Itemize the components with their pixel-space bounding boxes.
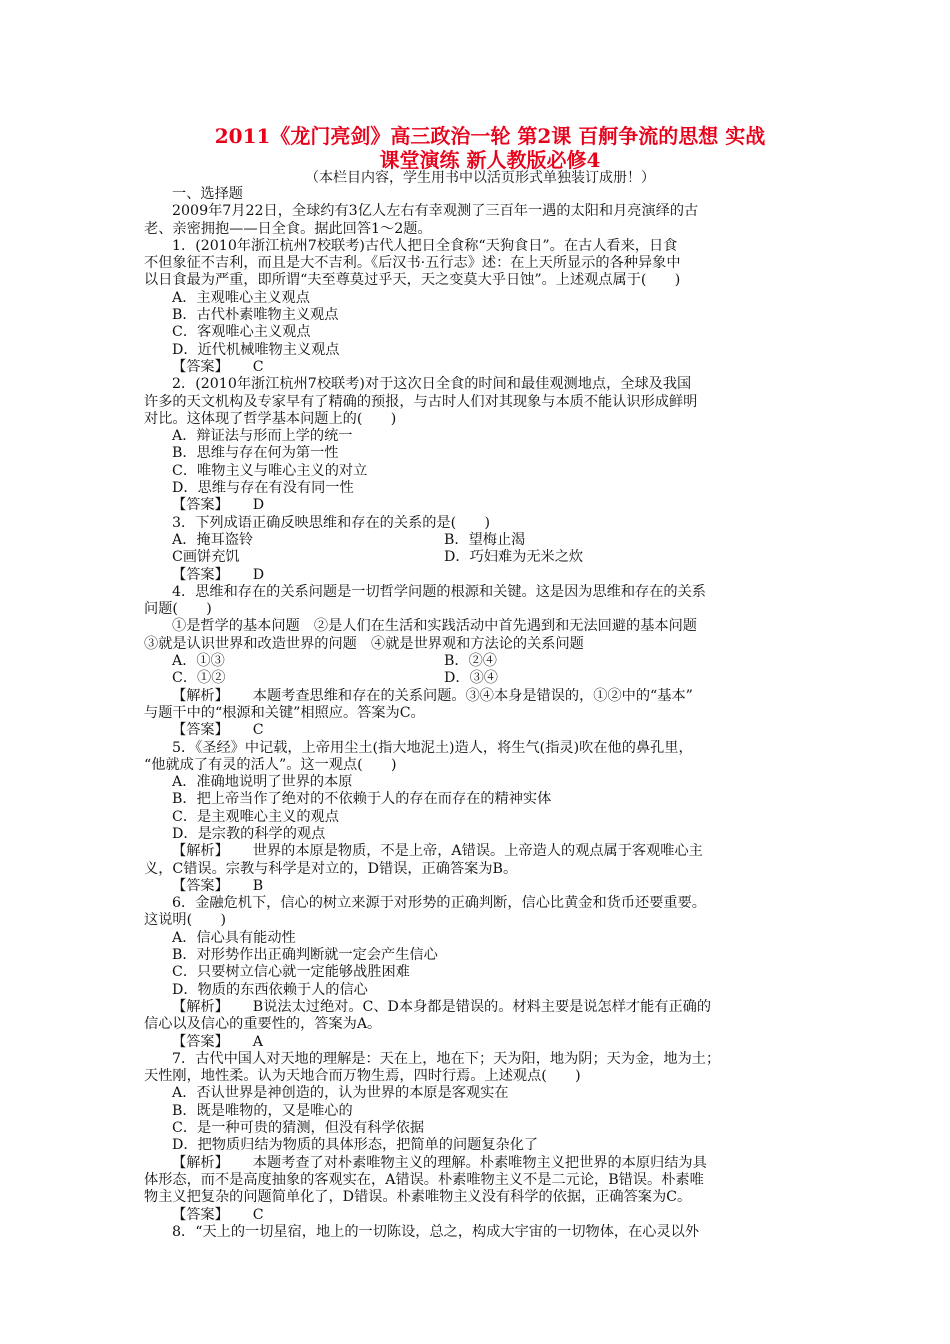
analysis-text: 义，C错误。宗教与科学是对立的，D错误，正确答案为B。 — [144, 860, 518, 877]
question-stem: 5．《圣经》中记载，上帝用尘土(指大地泥土)造人，将生气(指灵)吹在他的鼻孔里， — [172, 739, 693, 756]
question-stem: 2．(2010年浙江杭州7校联考)对于这次日全食的时间和最佳观测地点，全球及我国 — [172, 376, 692, 393]
question-stem: “他就成了有灵的活人”。这一观点( ) — [144, 756, 397, 773]
option-b: B．既是唯物的，又是唯心的 — [172, 1102, 353, 1119]
answer-line — [144, 1034, 808, 1051]
answer-value: A — [252, 1033, 264, 1050]
analysis-line — [144, 688, 808, 705]
analysis-text: 物主义把复杂的问题简单化了，D错误。朴素唯物主义没有科学的依据，正确答案为C。 — [144, 1189, 692, 1206]
answer-tag: 【答案】 — [172, 877, 229, 894]
answer-tag: 【答案】 — [172, 1033, 229, 1050]
option-d: D．思维与存在有没有同一性 — [172, 480, 354, 497]
question-stem: 7．古代中国人对天地的理解是：天在上，地在下；天为阳，地为阴；天为金，地为土； — [172, 1050, 721, 1067]
option-b: B．②④ — [444, 653, 497, 670]
question-stem: 1．(2010年浙江杭州7校联考)古代人把日全食称“天狗食日”。在古人看来，日食 — [172, 237, 678, 254]
analysis-text: 体形态，而不是高度抽象的客观实在，A错误。朴素唯物主义不是二元论，B错误。朴素唯 — [144, 1171, 704, 1188]
answer-value: C — [252, 358, 264, 375]
option-a: A．①③ — [172, 653, 225, 670]
question-stem: 以日食最为严重，即所谓“夫至尊莫过乎天，天之变莫大乎日蚀”。上述观点属于( ) — [144, 272, 681, 289]
answer-tag: 【答案】 — [172, 722, 229, 739]
question-stem: 8．“天上的一切星宿，地上的一切陈设，总之，构成大宇宙的一切物体，在心灵以外 — [172, 1223, 700, 1240]
answer-line — [144, 567, 808, 584]
answer-line — [144, 722, 808, 739]
question-stem: ①是哲学的基本问题 ②是人们在生活和实践活动中首先遇到和无法回避的基本问题 — [172, 618, 697, 635]
analysis-line — [144, 843, 808, 860]
question-stem: 4．思维和存在的关系问题是一切哲学问题的根源和关键。这是因为思维和存在的关系 — [172, 583, 706, 600]
answer-value: D — [252, 497, 265, 514]
analysis-text: 世界的本原是物质，不是上帝，A错误。上帝造人的观点属于客观唯心主 — [252, 843, 703, 860]
option-d: D．近代机械唯物主义观点 — [172, 341, 340, 358]
analysis-text: 与题干中的“根源和关键”相照应。答案为C。 — [144, 704, 425, 721]
analysis-line — [144, 999, 808, 1016]
option-b: B．把上帝当作了绝对的不依赖于人的存在而存在的精神实体 — [172, 791, 552, 808]
question-stem: 6．金融危机下，信心的树立来源于对形势的正确判断，信心比黄金和货币还要重要。 — [172, 895, 706, 912]
answer-value: D — [252, 566, 265, 583]
option-a: A．掩耳盗铃 — [172, 531, 254, 548]
question-stem: 对比。这体现了哲学基本问题上的( ) — [144, 410, 397, 427]
option-d: D．物质的东西依赖于人的信心 — [172, 981, 368, 998]
option-c: C．①② — [172, 670, 226, 687]
question-stem: 不但象征不吉利，而且是大不吉利。《后汉书·五行志》述：在上天所显示的各种异象中 — [144, 255, 681, 272]
answer-value: C — [252, 722, 264, 739]
title-line-1: 2011《龙门亮剑》高三政治一轮 第2课 百舸争流的思想 实战 — [214, 124, 766, 148]
question-stem: 这说明( ) — [144, 912, 227, 929]
section-heading: 一、选择题 — [172, 186, 243, 202]
option-row — [144, 653, 808, 670]
option-c: C画饼充饥 — [172, 549, 240, 566]
option-c: C．唯物主义与唯心主义的对立 — [172, 462, 368, 479]
option-a: A．信心具有能动性 — [172, 929, 296, 946]
option-a: A．辩证法与形而上学的统一 — [172, 428, 353, 445]
document-title — [140, 124, 840, 172]
answer-line — [144, 1207, 808, 1224]
option-c: C．只要树立信心就一定能够战胜困难 — [172, 964, 410, 981]
option-d: D．是宗教的科学的观点 — [172, 825, 326, 842]
question-stem: 许多的天文机构及专家早有了精确的预报，与古时人们对其现象与本质不能认识形成鲜明 — [144, 393, 698, 410]
intro-text: 2009年7月22日，全球约有3亿人左右有幸观测了三百年一遇的太阳和月亮演绎的古 — [172, 203, 699, 220]
analysis-line — [144, 1155, 808, 1172]
option-a: A．否认世界是神创造的，认为世界的本原是客观实在 — [172, 1085, 509, 1102]
answer-tag: 【答案】 — [172, 497, 229, 514]
analysis-tag: 【解析】 — [172, 998, 229, 1015]
question-stem: 问题( ) — [144, 601, 212, 618]
option-b: B．古代朴素唯物主义观点 — [172, 307, 339, 324]
option-c: C．客观唯心主义观点 — [172, 324, 311, 341]
answer-value: B — [252, 877, 264, 894]
answer-tag: 【答案】 — [172, 566, 229, 583]
option-row — [144, 532, 808, 549]
analysis-tag: 【解析】 — [172, 1154, 229, 1171]
analysis-text: 本题考查了对朴素唯物主义的理解。朴素唯物主义把世界的本原归结为具 — [252, 1154, 707, 1171]
answer-value: C — [252, 1206, 264, 1223]
option-d: D．巧妇难为无米之炊 — [444, 549, 584, 566]
option-b: B．思维与存在何为第一性 — [172, 445, 339, 462]
option-d: D．把物质归结为物质的具体形态，把简单的问题复杂化了 — [172, 1137, 539, 1154]
option-c: C．是一种可贵的猜测，但没有科学依据 — [172, 1120, 425, 1137]
answer-tag: 【答案】 — [172, 1206, 229, 1223]
answer-line — [144, 359, 808, 376]
answer-tag: 【答案】 — [172, 358, 229, 375]
document-body — [144, 186, 808, 1241]
option-row — [144, 549, 808, 566]
title-line-2: 课堂演练 新人教版必修4 — [379, 148, 601, 172]
option-c: C．是主观唯心主义的观点 — [172, 808, 339, 825]
option-d: D．③④ — [444, 670, 498, 687]
analysis-text: 信心以及信心的重要性的，答案为A。 — [144, 1016, 382, 1033]
question-stem: 天性刚，地性柔。认为天地合而万物生焉，四时行焉。上述观点( ) — [144, 1068, 581, 1085]
analysis-text: 本题考查思维和存在的关系问题。③④本身是错误的，①②中的“基本” — [252, 687, 693, 704]
analysis-tag: 【解析】 — [172, 843, 229, 860]
analysis-text: B说法太过绝对。C、D本身都是错误的。材料主要是说怎样才能有正确的 — [252, 998, 712, 1015]
answer-line — [144, 878, 808, 895]
question-stem: ③就是认识世界和改造世界的问题 ④就是世界观和方法论的关系问题 — [144, 635, 584, 652]
option-a: A．主观唯心主义观点 — [172, 289, 310, 306]
option-row — [144, 670, 808, 687]
intro-text: 老、亲密拥抱——日全食。据此回答1～2题。 — [144, 220, 432, 237]
option-b: B．对形势作出正确判断就一定会产生信心 — [172, 947, 438, 964]
option-b: B．望梅止渴 — [444, 531, 526, 548]
option-a: A．准确地说明了世界的本原 — [172, 774, 353, 791]
analysis-tag: 【解析】 — [172, 687, 229, 704]
document-subtitle: （本栏目内容，学生用书中以活页形式单独装订成册！） — [305, 170, 655, 186]
question-stem: 3．下列成语正确反映思维和存在的关系的是( ) — [172, 514, 491, 531]
answer-line — [144, 497, 808, 514]
